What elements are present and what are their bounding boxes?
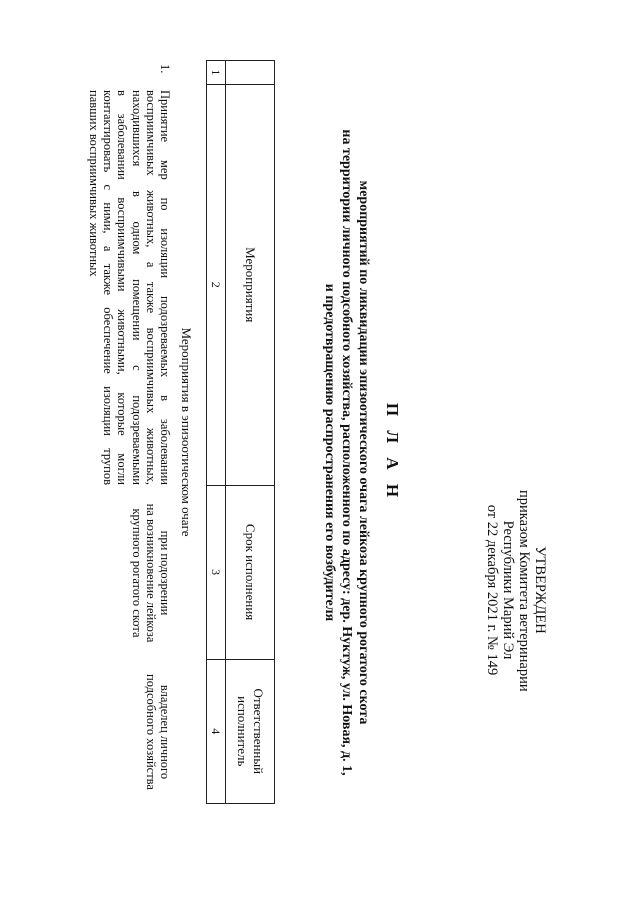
plan-subtitle-line: и предотвращению распространения его возбудителя <box>322 283 337 622</box>
row-number: 1. <box>158 64 172 74</box>
term-text <box>129 488 172 658</box>
measure-line: находившихся в одном помещении с подозреваемыми <box>129 90 144 485</box>
header-cell-measures: Мероприятия <box>226 84 275 485</box>
approval-line: УТВЕРЖДЕН <box>532 546 548 634</box>
measure-text <box>87 90 172 485</box>
column-number: 1 <box>207 61 226 85</box>
section-title: Мероприятия в эпизоотическом очаге <box>179 327 194 537</box>
responsible-line: подсобного хозяйства <box>143 674 158 790</box>
term-line: при подозрении <box>158 530 172 616</box>
column-number: 4 <box>207 659 226 803</box>
plan-table <box>206 60 275 804</box>
approval-line: приказом Комитета ветеринарии <box>516 490 532 692</box>
measure-line: контактировать с ними, а также обеспечение изоляции трупов <box>101 90 116 485</box>
header-cell-responsible: Ответственный исполнитель <box>226 659 275 803</box>
measure-line: восприимчивых животных, а также восприимчивых животных, <box>143 90 158 485</box>
column-number: 2 <box>207 84 226 485</box>
column-number-row <box>207 61 226 804</box>
measure-line: павших восприимчивых животных <box>86 90 101 277</box>
table-header-row <box>226 61 275 804</box>
measure-line: в заболевании восприимчивыми животными, которые могли <box>115 90 130 485</box>
measure-line: Принятие мер по изоляции подозреваемых в заболевании <box>158 90 172 485</box>
term-line: крупного рогатого скота <box>129 508 144 638</box>
plan-subtitle-line: на территории личного подсобного хозяйства, расположенного по адресу: дер. Нуктуж, ул. Новая, д. 1, <box>339 129 354 776</box>
approval-stamp <box>484 490 548 690</box>
responsible-text <box>144 662 172 802</box>
plan-subtitle-line: мероприятий по ликвидации эпизоотического очага лейкоза крупного рогатого скота <box>356 180 371 725</box>
approval-line: от 22 декабря 2021 г. № 149 <box>484 504 500 676</box>
responsible-line: владелец личного <box>158 684 172 780</box>
approval-line: Республики Марий Эл <box>500 520 516 660</box>
header-cell-number <box>226 61 275 85</box>
column-number: 3 <box>207 485 226 659</box>
term-line: на возникновение лейкоза <box>143 503 158 643</box>
header-cell-term: Срок исполнения <box>226 485 275 659</box>
plan-title: П Л А Н <box>383 402 402 503</box>
